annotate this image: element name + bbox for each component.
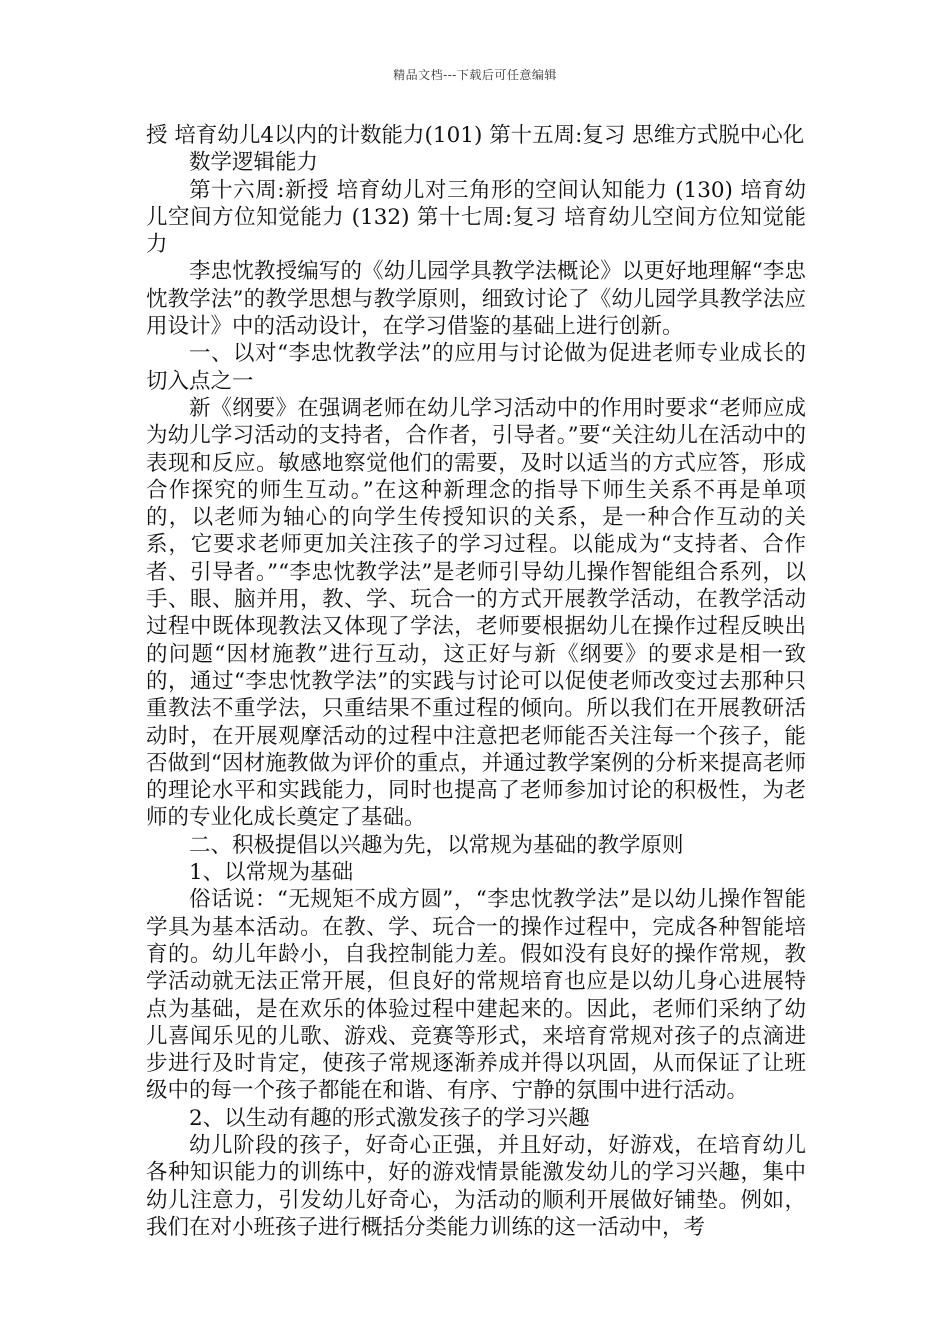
subsection-heading-1: 1、以常规为基础 bbox=[189, 860, 354, 886]
document-body bbox=[146, 122, 806, 1241]
subsection-heading-2: 2、以生动有趣的形式激发孩子的学习兴趣 bbox=[189, 1105, 590, 1131]
paragraph-5: 新《纲要》在强调老师在幼儿学习活动中的作用时要求“老师应成为幼儿学习活动的支持者，合作者，引导者。”要“关注幼儿在活动中的表现和反应。敏感地察觉他们的需要，及时以适当的方式应答，形成合作探究的师生互动。”在这种新理念的指导下师生关系不再是单项的，以老师为轴心的向学生传授知识的关系，是一种合作互动的关系，它要求老师更加关注孩子的学习过程。以能成为“支持者、合作者、引导者。”“李忠忱教学法”是老师引导幼儿操作智能组合系列，以手、眼、脑并用，教、学、玩合一的方式开展教学活动，在教学活动过程中既体现教法又体现了学法，老师要根据幼儿在操作过程反映出的问题“因材施教”进行互动，这正好与新《纲要》的要求是相一致的，通过“李忠忱教学法”的实践与讨论可以促使老师改变过去那种只重教法不重学法，只重结果不重过程的倾向。所以我们在开展教研活动时，在开展观摩活动的过程中注意把老师能否关注每一个孩子，能否做到“因材施教做为评价的重点，并通过教学案例的分析来提高老师的理论水平和实践能力，同时也提高了老师参加讨论的积极性，为老师的专业化成长奠定了基础。 bbox=[146, 395, 806, 831]
paragraph-7: 幼儿阶段的孩子，好奇心正强，并且好动，好游戏，在培育幼儿各种知识能力的训练中，好的游戏情景能激发幼儿的学习兴趣，集中幼儿注意力，引发幼儿好奇心，为活动的顺利开展做好铺垫。例如，我们在对小班孩子进行概括分类能力训练的这一活动中，考 bbox=[146, 1132, 806, 1240]
section-heading-1: 一、以对“李忠忱教学法”的应用与讨论做为促进老师专业成长的切入点之一 bbox=[146, 341, 806, 394]
paragraph-1: 授 培育幼儿4以内的计数能力(101) 第十五周:复习 思维方式脱中心化 bbox=[146, 123, 805, 148]
paragraph-3: 第十六周:新授 培育幼儿对三角形的空间认知能力 (130) 培育幼儿空间方位知觉能力 (132) 第十七周:复习 培育幼儿空间方位知觉能力 bbox=[146, 177, 806, 258]
paragraph-2: 数学逻辑能力 bbox=[189, 150, 319, 176]
paragraph-4: 李忠忱教授编写的《幼儿园学具教学法概论》以更好地理解“李忠忱教学法”的教学思想与教学原则，细致讨论了《幼儿园学具教学法应用设计》中的活动设计，在学习借鉴的基础上进行创新。 bbox=[146, 259, 806, 340]
paragraph-6: 俗话说：“无规矩不成方圆”，“李忠忱教学法”是以幼儿操作智能学具为基本活动。在教、学、玩合一的操作过程中，完成各种智能培育的。幼儿年龄小，自我控制能力差。假如没有良好的操作常规，教学活动就无法正常开展，但良好的常规培育也应是以幼儿身心进展特点为基础，是在欢乐的体验过程中建起来的。因此，老师们采纳了幼儿喜闻乐见的儿歌、游戏、竞赛等形式，来培育常规对孩子的点滴进步进行及时肯定，使孩子常规逐渐养成并得以巩固，从而保证了让班级中的每一个孩子都能在和谐、有序、宁静的氛围中进行活动。 bbox=[146, 887, 806, 1104]
page-header: 精品文档---下载后可任意编辑 bbox=[393, 68, 557, 82]
section-heading-2: 二、积极提倡以兴趣为先，以常规为基础的教学原则 bbox=[189, 832, 684, 858]
